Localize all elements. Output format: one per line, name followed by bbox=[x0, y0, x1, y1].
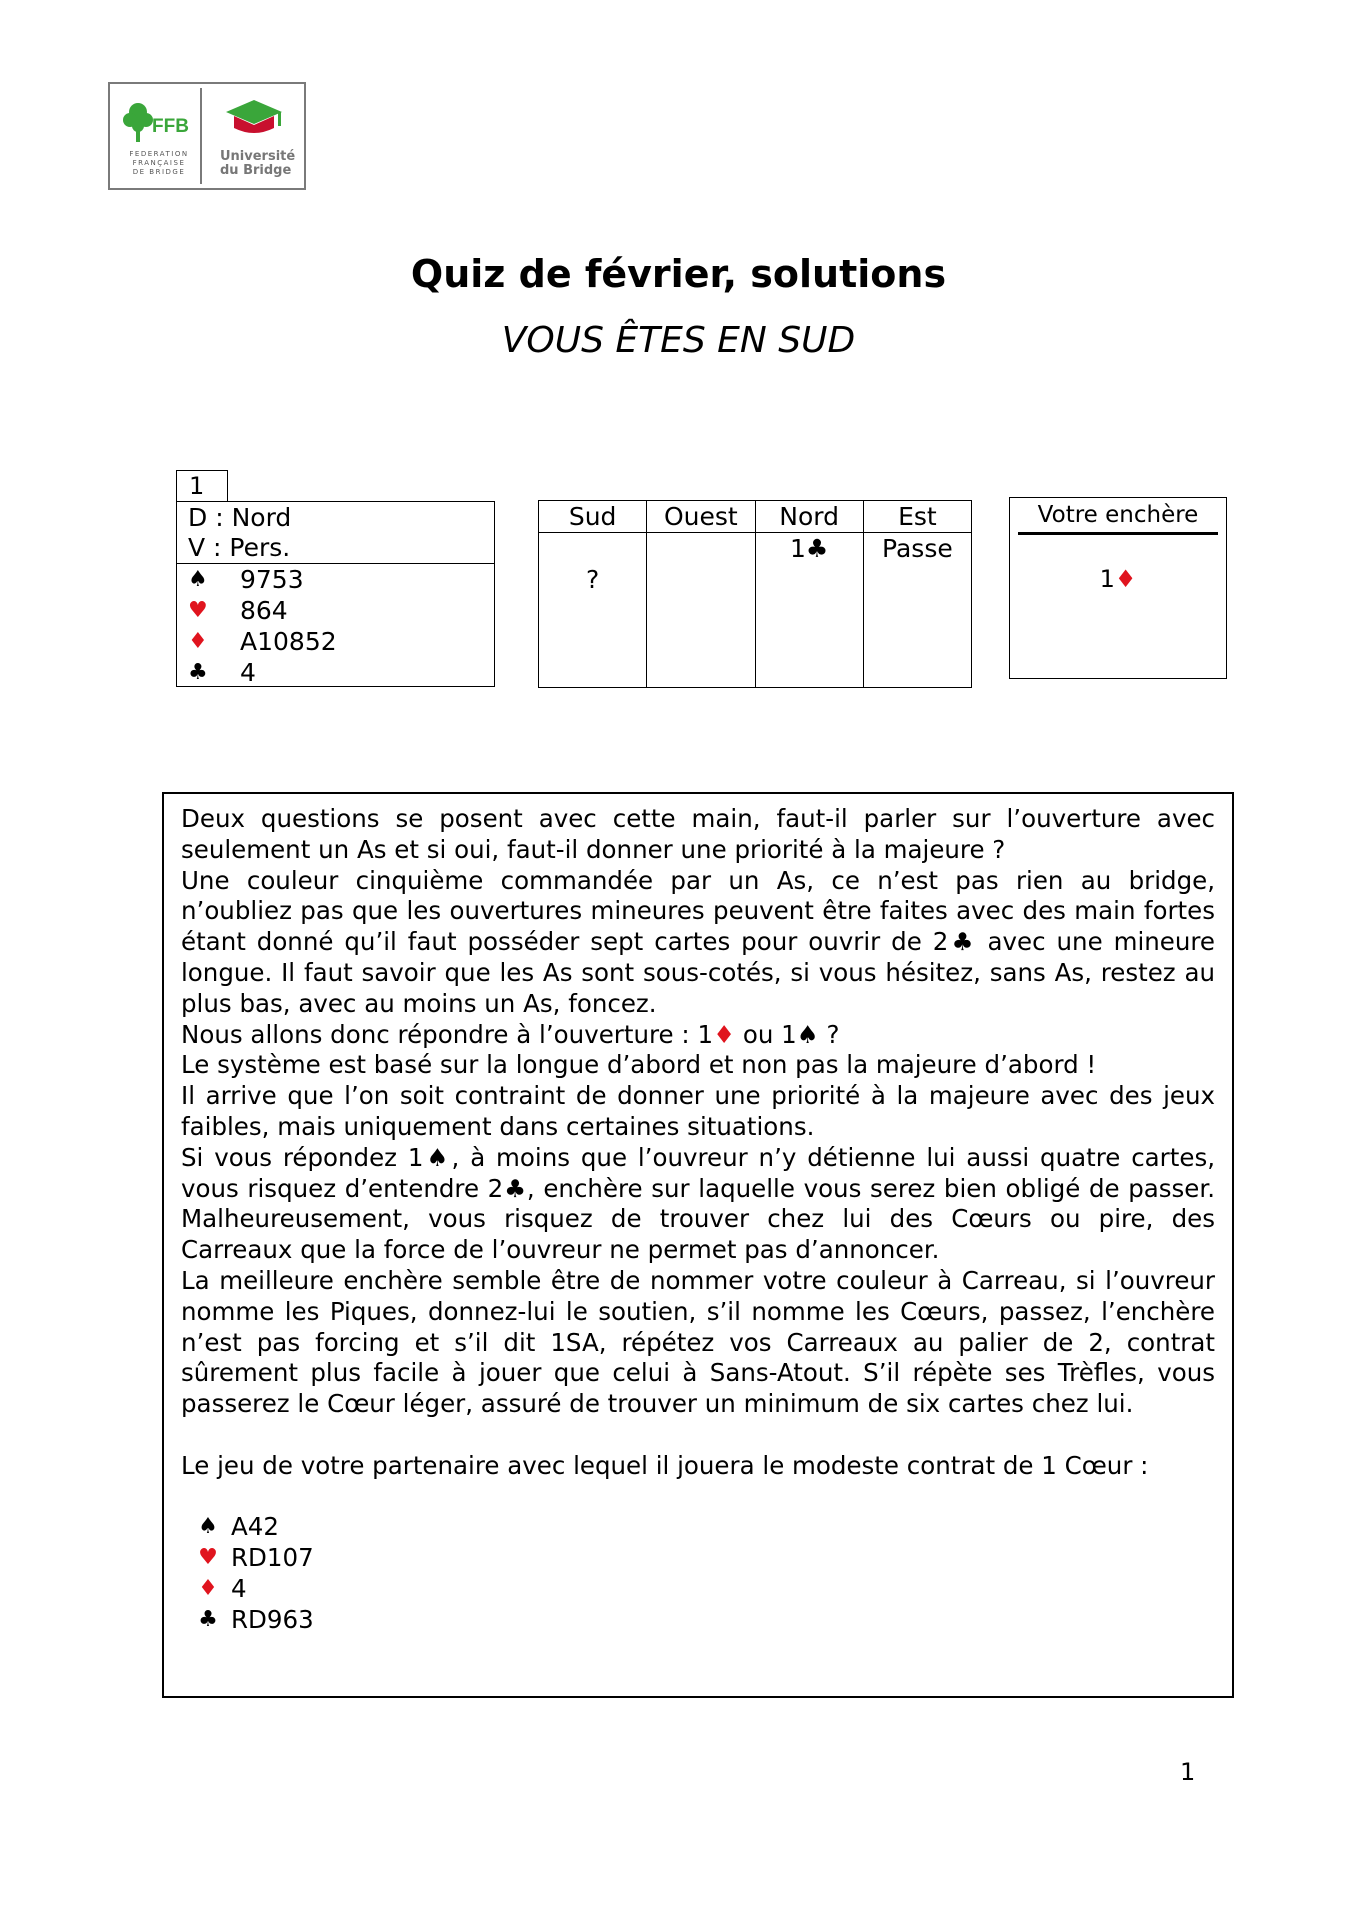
graduation-cap-icon bbox=[212, 94, 292, 144]
bidding-column-ouest bbox=[647, 501, 755, 687]
ffb-label: FFB bbox=[152, 116, 189, 137]
diamond-icon: ♦ bbox=[188, 629, 208, 654]
page-number: 1 bbox=[1180, 1758, 1196, 1786]
bidding-header: Sud bbox=[539, 501, 646, 533]
page-title: Quiz de février, solutions bbox=[410, 252, 947, 296]
solution-paragraph: Si vous répondez 1♠, à moins que l’ouvreur n’y détienne lui aussi quatre cartes, vous risquez d’entendre 2♣, enchère sur laquelle vous serez bien obligé de passer. Malheureusement, vous risquez de trouver chez lui des Cœurs ou pire, des Carreaux que la force de l’ouvreur ne permet pas d’annoncer. bbox=[181, 1142, 1215, 1265]
ffb-universite-logo bbox=[108, 82, 306, 190]
cards-diamonds: A10852 bbox=[240, 627, 337, 656]
ffb-name-text: FEDERATION FRANÇAISE DE BRIDGE bbox=[129, 150, 189, 176]
cards-spades: 9753 bbox=[240, 565, 304, 594]
your-bid-box bbox=[1009, 497, 1227, 679]
your-bid-divider bbox=[1018, 532, 1218, 535]
heart-icon: ♥ bbox=[198, 1545, 218, 1571]
solution-paragraph: Une couleur cinquième commandée par un As, ce n’est pas rien au bridge, n’oubliez pas que les ouvertures mineures peuvent être faites avec des main fortes étant donné qu’il faut posséder sept cartes pour ouvrir de 2♣ avec une mineure longue. Il faut savoir que les As sont sous-cotés, si vous hésitez, sans As, restez au plus bas, avec au moins un As, foncez. bbox=[181, 865, 1215, 1018]
diamond-icon: ♦ bbox=[1114, 565, 1137, 593]
south-hand bbox=[177, 564, 494, 688]
hand-row-spades bbox=[188, 564, 494, 595]
partner-cards-spades: A42 bbox=[231, 1512, 279, 1542]
partner-row-spades bbox=[181, 1512, 1215, 1543]
spade-icon: ♠ bbox=[198, 1514, 218, 1540]
deal-number: 1 bbox=[176, 470, 228, 502]
cards-clubs: 4 bbox=[240, 658, 256, 687]
solution-paragraph: La meilleure enchère semble être de nommer votre couleur à Carreau, si l’ouvreur nomme les Piques, donnez-lui le soutien, s’il nomme les Cœurs, passez, l’enchère n’est pas forcing et s’il dit 1SA, répétez vos Carreaux au palier de 2, contrat sûrement plus facile à jouer que celui à Sans-Atout. S’il répète ses Trèfles, vous passerez le Cœur léger, assuré de trouver un minimum de six cartes chez lui. bbox=[181, 1265, 1215, 1419]
page-subtitle: VOUS ÊTES EN SUD bbox=[501, 320, 856, 361]
bid-cell: 1♣ bbox=[789, 534, 829, 563]
diamond-icon: ♦ bbox=[198, 1576, 218, 1602]
bidding-header: Ouest bbox=[647, 501, 754, 533]
partner-row-diamonds bbox=[181, 1573, 1215, 1604]
bid-cell bbox=[647, 533, 754, 564]
solution-paragraph: Deux questions se posent avec cette main, faut-il parler sur l’ouverture avec seulement un As et si oui, faut-il donner une priorité à la majeure ? bbox=[181, 804, 1215, 864]
hand-row-diamonds bbox=[188, 626, 494, 657]
bidding-column-sud bbox=[539, 501, 647, 687]
universite-du-bridge-text: Université du Bridge bbox=[220, 149, 296, 178]
diamond-icon: ♦ bbox=[713, 1019, 736, 1049]
partner-cards-hearts: RD107 bbox=[231, 1543, 314, 1573]
solution-paragraph: Le système est basé sur la longue d’abord et non pas la majeure d’abord ! bbox=[181, 1050, 1097, 1080]
solution-box bbox=[162, 792, 1234, 1698]
your-bid-label: Votre enchère bbox=[1037, 502, 1199, 528]
cards-hearts: 864 bbox=[240, 596, 288, 625]
bidding-header: Nord bbox=[756, 501, 863, 533]
spade-icon: ♠ bbox=[188, 567, 208, 592]
solution-paragraph: Nous allons donc répondre à l’ouverture : 1♦ ou 1♠ ? bbox=[181, 1019, 840, 1049]
heart-icon: ♥ bbox=[188, 598, 208, 623]
bidding-column-nord bbox=[756, 501, 864, 687]
bid-cell: ? bbox=[585, 565, 600, 594]
partner-row-clubs bbox=[181, 1604, 1215, 1635]
hand-row-hearts bbox=[188, 595, 494, 626]
partner-cards-diamonds: 4 bbox=[231, 1574, 247, 1604]
bid-cell: Passe bbox=[882, 534, 953, 563]
partner-cards-clubs: RD963 bbox=[231, 1604, 314, 1634]
bid-cell bbox=[539, 533, 646, 564]
bidding-header: Est bbox=[864, 501, 971, 533]
bidding-column-est bbox=[864, 501, 971, 687]
partner-row-hearts bbox=[181, 1542, 1215, 1573]
hand-row-clubs bbox=[188, 657, 494, 688]
your-bid-value: 1♦ bbox=[1099, 565, 1137, 593]
partner-hand bbox=[181, 1512, 1215, 1635]
solution-paragraph: Il arrive que l’on soit contraint de donner une priorité à la majeure avec des jeux faibles, mais uniquement dans certaines situations. bbox=[181, 1081, 1215, 1141]
dealer-text: D : Nord bbox=[188, 503, 292, 532]
partner-intro: Le jeu de votre partenaire avec lequel il jouera le modeste contrat de 1 Cœur : bbox=[181, 1450, 1149, 1480]
bid-cell bbox=[864, 564, 971, 595]
vulnerability-text: V : Pers. bbox=[188, 533, 291, 562]
ffb-tree-icon bbox=[122, 98, 202, 146]
club-icon: ♣ bbox=[198, 1606, 218, 1632]
bid-cell bbox=[647, 564, 754, 595]
bid-cell bbox=[756, 564, 863, 595]
club-icon: ♣ bbox=[188, 660, 208, 685]
bidding-table bbox=[538, 500, 972, 688]
deal-box bbox=[176, 501, 495, 687]
